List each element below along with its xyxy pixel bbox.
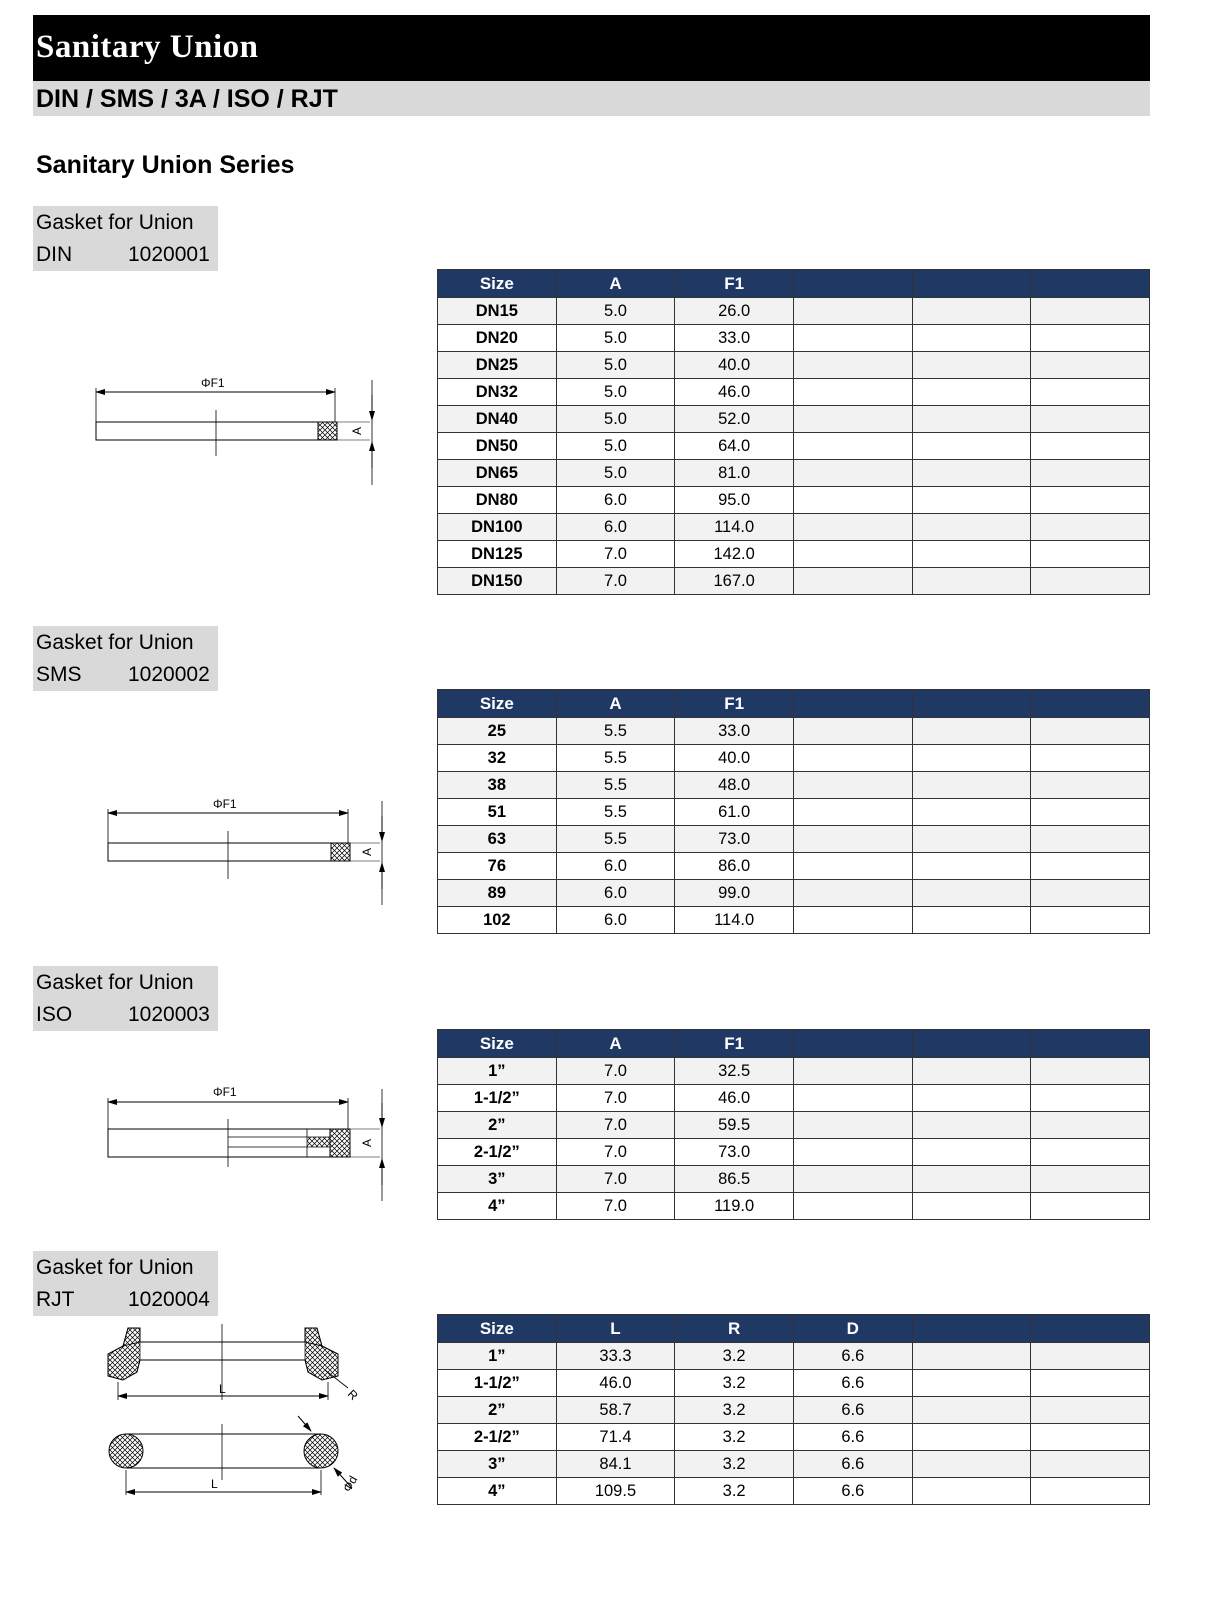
value-cell: 5.0 xyxy=(556,379,675,406)
value-cell xyxy=(912,826,1031,853)
value-cell: 5.5 xyxy=(556,826,675,853)
label-standard: RJT xyxy=(36,1288,75,1311)
column-header: A xyxy=(556,690,675,718)
size-cell: 2” xyxy=(438,1397,557,1424)
value-cell xyxy=(912,406,1031,433)
column-header xyxy=(912,1030,1031,1058)
value-cell xyxy=(1031,1478,1150,1505)
value-cell: 7.0 xyxy=(556,1085,675,1112)
iso-size-table xyxy=(437,1029,1150,1220)
table-row xyxy=(438,826,1150,853)
value-cell: 33.0 xyxy=(675,718,794,745)
page-title: Sanitary Union xyxy=(36,29,259,65)
rjt-gasket-diagram xyxy=(100,1320,380,1505)
value-cell xyxy=(912,1085,1031,1112)
value-cell: 84.1 xyxy=(556,1451,675,1478)
iso-gasket-diagram xyxy=(97,1081,407,1206)
value-cell: 5.5 xyxy=(556,799,675,826)
subheader-bar xyxy=(33,81,1150,116)
column-header: Size xyxy=(438,1315,557,1343)
value-cell: 26.0 xyxy=(675,298,794,325)
table-row xyxy=(438,718,1150,745)
value-cell: 33.3 xyxy=(556,1343,675,1370)
value-cell xyxy=(912,379,1031,406)
value-cell xyxy=(793,379,912,406)
value-cell: 48.0 xyxy=(675,772,794,799)
value-cell: 167.0 xyxy=(675,568,794,595)
rjt-size-table xyxy=(437,1314,1150,1505)
value-cell: 3.2 xyxy=(675,1370,794,1397)
column-header xyxy=(1031,1315,1150,1343)
value-cell xyxy=(1031,298,1150,325)
value-cell: 6.6 xyxy=(793,1343,912,1370)
value-cell xyxy=(1031,1370,1150,1397)
value-cell xyxy=(793,907,912,934)
value-cell: 58.7 xyxy=(556,1397,675,1424)
value-cell xyxy=(912,1112,1031,1139)
label-standard: SMS xyxy=(36,663,82,686)
value-cell: 33.0 xyxy=(675,325,794,352)
value-cell: 5.0 xyxy=(556,460,675,487)
value-cell xyxy=(793,352,912,379)
dim-r-label: R xyxy=(344,1386,361,1403)
value-cell xyxy=(1031,460,1150,487)
value-cell: 95.0 xyxy=(675,487,794,514)
table-row xyxy=(438,433,1150,460)
table-row xyxy=(438,1478,1150,1505)
din-size-table xyxy=(437,269,1150,595)
din-gasket-diagram xyxy=(85,370,395,490)
value-cell xyxy=(793,826,912,853)
value-cell: 81.0 xyxy=(675,460,794,487)
value-cell: 40.0 xyxy=(675,352,794,379)
column-header xyxy=(793,1030,912,1058)
label-code: 1020004 xyxy=(128,1288,210,1311)
sms-size-table xyxy=(437,689,1150,934)
size-cell: 51 xyxy=(438,799,557,826)
value-cell xyxy=(1031,907,1150,934)
value-cell xyxy=(1031,1193,1150,1220)
size-cell: 102 xyxy=(438,907,557,934)
dim-l-label: L xyxy=(219,1382,226,1396)
value-cell: 114.0 xyxy=(675,514,794,541)
value-cell xyxy=(793,298,912,325)
page-subtitle: DIN / SMS / 3A / ISO / RJT xyxy=(36,85,338,113)
value-cell xyxy=(1031,745,1150,772)
value-cell xyxy=(793,460,912,487)
column-header xyxy=(793,270,912,298)
size-cell: 25 xyxy=(438,718,557,745)
column-header xyxy=(912,270,1031,298)
value-cell xyxy=(1031,379,1150,406)
label-standard: ISO xyxy=(36,1003,73,1026)
value-cell xyxy=(793,1058,912,1085)
value-cell xyxy=(1031,325,1150,352)
value-cell xyxy=(793,799,912,826)
value-cell xyxy=(912,1166,1031,1193)
value-cell: 6.6 xyxy=(793,1478,912,1505)
table-row xyxy=(438,1166,1150,1193)
value-cell xyxy=(1031,1397,1150,1424)
size-cell: 2” xyxy=(438,1112,557,1139)
value-cell xyxy=(912,880,1031,907)
value-cell xyxy=(793,514,912,541)
value-cell xyxy=(793,406,912,433)
value-cell xyxy=(912,1451,1031,1478)
value-cell xyxy=(1031,514,1150,541)
table-row xyxy=(438,352,1150,379)
table-row xyxy=(438,325,1150,352)
value-cell xyxy=(912,1370,1031,1397)
value-cell xyxy=(793,1112,912,1139)
value-cell xyxy=(912,1424,1031,1451)
dim-f1-label: ΦF1 xyxy=(201,376,225,390)
value-cell xyxy=(793,772,912,799)
value-cell xyxy=(1031,1424,1150,1451)
table-row xyxy=(438,772,1150,799)
value-cell: 7.0 xyxy=(556,1139,675,1166)
value-cell: 6.0 xyxy=(556,880,675,907)
table-row xyxy=(438,853,1150,880)
value-cell xyxy=(912,718,1031,745)
value-cell xyxy=(1031,433,1150,460)
size-cell: DN65 xyxy=(438,460,557,487)
value-cell: 5.0 xyxy=(556,325,675,352)
size-cell: 1-1/2” xyxy=(438,1370,557,1397)
value-cell: 6.6 xyxy=(793,1451,912,1478)
column-header xyxy=(1031,690,1150,718)
value-cell xyxy=(912,541,1031,568)
value-cell: 7.0 xyxy=(556,1193,675,1220)
value-cell xyxy=(912,853,1031,880)
size-cell: 2-1/2” xyxy=(438,1139,557,1166)
column-header xyxy=(1031,1030,1150,1058)
value-cell xyxy=(912,514,1031,541)
value-cell: 6.6 xyxy=(793,1397,912,1424)
value-cell xyxy=(912,352,1031,379)
column-header xyxy=(912,690,1031,718)
size-cell: 63 xyxy=(438,826,557,853)
sms-gasket-diagram xyxy=(97,793,407,913)
label-line1: Gasket for Union xyxy=(36,211,194,234)
dim-a-label: A xyxy=(350,426,364,436)
series-title: Sanitary Union Series xyxy=(36,151,295,179)
value-cell: 61.0 xyxy=(675,799,794,826)
size-cell: DN80 xyxy=(438,487,557,514)
table-row xyxy=(438,1397,1150,1424)
header-bar xyxy=(33,15,1150,81)
column-header: Size xyxy=(438,270,557,298)
value-cell: 5.0 xyxy=(556,433,675,460)
label-code: 1020003 xyxy=(128,1003,210,1026)
value-cell: 114.0 xyxy=(675,907,794,934)
column-header: F1 xyxy=(675,270,794,298)
dim-a-label: A xyxy=(360,847,374,857)
value-cell xyxy=(912,1058,1031,1085)
value-cell xyxy=(912,487,1031,514)
table-row xyxy=(438,1085,1150,1112)
value-cell xyxy=(912,907,1031,934)
column-header xyxy=(912,1315,1031,1343)
value-cell: 3.2 xyxy=(675,1424,794,1451)
value-cell: 3.2 xyxy=(675,1451,794,1478)
value-cell: 40.0 xyxy=(675,745,794,772)
value-cell: 7.0 xyxy=(556,1112,675,1139)
value-cell xyxy=(1031,1343,1150,1370)
value-cell xyxy=(1031,1058,1150,1085)
table-header-row xyxy=(438,690,1150,718)
value-cell xyxy=(1031,826,1150,853)
size-cell: DN125 xyxy=(438,541,557,568)
table-header-row xyxy=(438,1030,1150,1058)
size-cell: 3” xyxy=(438,1166,557,1193)
size-cell: DN40 xyxy=(438,406,557,433)
size-cell: 3” xyxy=(438,1451,557,1478)
value-cell: 6.6 xyxy=(793,1424,912,1451)
dim-d-label: Φd xyxy=(339,1473,361,1495)
value-cell: 7.0 xyxy=(556,1166,675,1193)
value-cell xyxy=(912,325,1031,352)
table-row xyxy=(438,568,1150,595)
value-cell xyxy=(1031,1139,1150,1166)
value-cell: 3.2 xyxy=(675,1478,794,1505)
value-cell: 71.4 xyxy=(556,1424,675,1451)
label-code: 1020001 xyxy=(128,243,210,266)
value-cell: 3.2 xyxy=(675,1397,794,1424)
size-cell: 38 xyxy=(438,772,557,799)
value-cell xyxy=(1031,853,1150,880)
value-cell: 73.0 xyxy=(675,1139,794,1166)
value-cell xyxy=(793,568,912,595)
value-cell xyxy=(1031,568,1150,595)
value-cell xyxy=(912,1343,1031,1370)
value-cell: 5.0 xyxy=(556,298,675,325)
value-cell: 6.0 xyxy=(556,514,675,541)
value-cell xyxy=(793,745,912,772)
column-header: Size xyxy=(438,690,557,718)
section-label-din xyxy=(33,206,218,271)
table-row xyxy=(438,514,1150,541)
table-row xyxy=(438,799,1150,826)
table-row xyxy=(438,880,1150,907)
column-header xyxy=(793,690,912,718)
value-cell xyxy=(1031,487,1150,514)
table-row xyxy=(438,298,1150,325)
size-cell: 89 xyxy=(438,880,557,907)
value-cell xyxy=(793,853,912,880)
value-cell: 109.5 xyxy=(556,1478,675,1505)
table-header-row xyxy=(438,1315,1150,1343)
value-cell xyxy=(793,541,912,568)
label-standard: DIN xyxy=(36,243,73,266)
value-cell xyxy=(793,880,912,907)
value-cell: 99.0 xyxy=(675,880,794,907)
size-cell: DN20 xyxy=(438,325,557,352)
value-cell xyxy=(912,433,1031,460)
label-line1: Gasket for Union xyxy=(36,971,194,994)
section-label-rjt xyxy=(33,1251,218,1316)
value-cell: 64.0 xyxy=(675,433,794,460)
value-cell xyxy=(1031,1085,1150,1112)
value-cell xyxy=(912,772,1031,799)
table-row xyxy=(438,1112,1150,1139)
size-cell: 1-1/2” xyxy=(438,1085,557,1112)
value-cell: 5.5 xyxy=(556,745,675,772)
table-row xyxy=(438,1370,1150,1397)
size-cell: 4” xyxy=(438,1478,557,1505)
value-cell xyxy=(1031,541,1150,568)
value-cell: 32.5 xyxy=(675,1058,794,1085)
size-cell: DN50 xyxy=(438,433,557,460)
size-cell: 4” xyxy=(438,1193,557,1220)
value-cell xyxy=(1031,772,1150,799)
table-row xyxy=(438,907,1150,934)
column-header: A xyxy=(556,270,675,298)
column-header: A xyxy=(556,1030,675,1058)
value-cell xyxy=(793,487,912,514)
table-row xyxy=(438,1451,1150,1478)
value-cell xyxy=(912,460,1031,487)
value-cell: 5.0 xyxy=(556,352,675,379)
value-cell xyxy=(793,1193,912,1220)
size-cell: DN150 xyxy=(438,568,557,595)
value-cell: 6.0 xyxy=(556,853,675,880)
value-cell: 86.5 xyxy=(675,1166,794,1193)
value-cell xyxy=(1031,406,1150,433)
value-cell: 142.0 xyxy=(675,541,794,568)
value-cell: 7.0 xyxy=(556,568,675,595)
value-cell xyxy=(912,745,1031,772)
table-row xyxy=(438,541,1150,568)
value-cell: 119.0 xyxy=(675,1193,794,1220)
label-code: 1020002 xyxy=(128,663,210,686)
value-cell: 46.0 xyxy=(675,1085,794,1112)
value-cell: 6.0 xyxy=(556,487,675,514)
value-cell: 52.0 xyxy=(675,406,794,433)
table-row xyxy=(438,1343,1150,1370)
value-cell: 5.5 xyxy=(556,772,675,799)
value-cell: 7.0 xyxy=(556,1058,675,1085)
size-cell: 2-1/2” xyxy=(438,1424,557,1451)
table-row xyxy=(438,1058,1150,1085)
section-label-iso xyxy=(33,966,218,1031)
table-row xyxy=(438,487,1150,514)
dim-f1-label: ΦF1 xyxy=(213,1085,237,1099)
value-cell xyxy=(793,1085,912,1112)
value-cell xyxy=(912,1478,1031,1505)
value-cell xyxy=(793,325,912,352)
table-row xyxy=(438,1193,1150,1220)
value-cell xyxy=(912,1397,1031,1424)
value-cell xyxy=(912,1139,1031,1166)
value-cell xyxy=(1031,799,1150,826)
value-cell: 7.0 xyxy=(556,541,675,568)
value-cell: 73.0 xyxy=(675,826,794,853)
table-row xyxy=(438,1424,1150,1451)
size-cell: 32 xyxy=(438,745,557,772)
table-row xyxy=(438,745,1150,772)
table-row xyxy=(438,379,1150,406)
column-header: R xyxy=(675,1315,794,1343)
dim-f1-label: ΦF1 xyxy=(213,797,237,811)
value-cell: 5.0 xyxy=(556,406,675,433)
size-cell: 76 xyxy=(438,853,557,880)
value-cell xyxy=(912,1193,1031,1220)
table-row xyxy=(438,406,1150,433)
value-cell xyxy=(912,568,1031,595)
value-cell: 46.0 xyxy=(556,1370,675,1397)
label-line1: Gasket for Union xyxy=(36,631,194,654)
value-cell xyxy=(1031,352,1150,379)
dim-a-label: A xyxy=(360,1138,374,1148)
value-cell xyxy=(793,718,912,745)
value-cell xyxy=(793,1139,912,1166)
value-cell xyxy=(1031,1166,1150,1193)
column-header: F1 xyxy=(675,1030,794,1058)
value-cell xyxy=(793,433,912,460)
size-cell: 1” xyxy=(438,1343,557,1370)
value-cell: 46.0 xyxy=(675,379,794,406)
column-header: Size xyxy=(438,1030,557,1058)
size-cell: DN32 xyxy=(438,379,557,406)
column-header xyxy=(1031,270,1150,298)
size-cell: 1” xyxy=(438,1058,557,1085)
table-header-row xyxy=(438,270,1150,298)
size-cell: DN25 xyxy=(438,352,557,379)
value-cell xyxy=(1031,718,1150,745)
size-cell: DN15 xyxy=(438,298,557,325)
value-cell: 6.0 xyxy=(556,907,675,934)
dim-l-label-2: L xyxy=(211,1477,218,1491)
value-cell: 86.0 xyxy=(675,853,794,880)
column-header: D xyxy=(793,1315,912,1343)
column-header: L xyxy=(556,1315,675,1343)
value-cell: 5.5 xyxy=(556,718,675,745)
value-cell xyxy=(912,799,1031,826)
value-cell: 6.6 xyxy=(793,1370,912,1397)
value-cell: 3.2 xyxy=(675,1343,794,1370)
value-cell xyxy=(1031,1451,1150,1478)
size-cell: DN100 xyxy=(438,514,557,541)
value-cell xyxy=(912,298,1031,325)
value-cell xyxy=(793,1166,912,1193)
label-line1: Gasket for Union xyxy=(36,1256,194,1279)
table-row xyxy=(438,1139,1150,1166)
value-cell xyxy=(1031,880,1150,907)
value-cell xyxy=(1031,1112,1150,1139)
table-row xyxy=(438,460,1150,487)
column-header: F1 xyxy=(675,690,794,718)
value-cell: 59.5 xyxy=(675,1112,794,1139)
section-label-sms xyxy=(33,626,218,691)
